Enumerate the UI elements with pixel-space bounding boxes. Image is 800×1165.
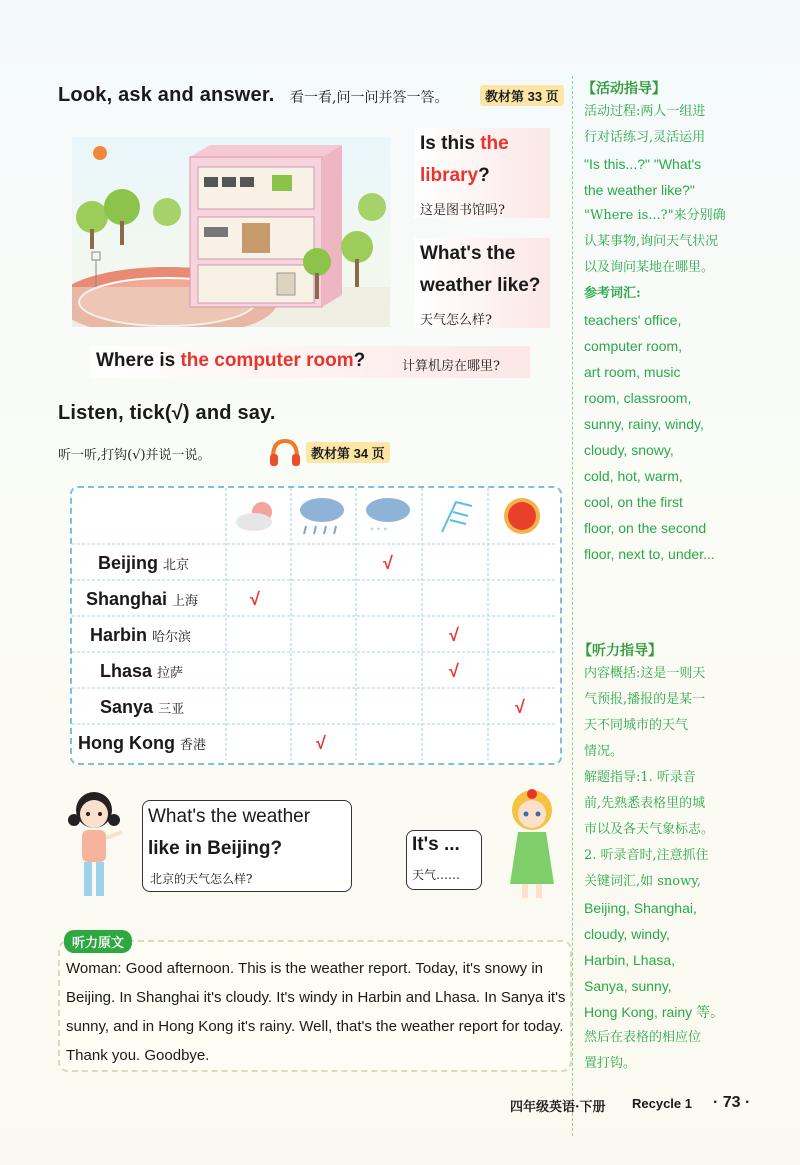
- school-building-drawing: [72, 137, 390, 327]
- tick-mark[interactable]: √: [449, 661, 459, 681]
- sidebar-line: Hong Kong, rainy 等。: [584, 1004, 725, 1020]
- sidebar-line: 行对话练习,灵活运用: [584, 130, 706, 145]
- sunny-icon: [502, 496, 542, 541]
- tick-mark[interactable]: √: [316, 733, 326, 753]
- table-row-city: [100, 697, 184, 718]
- table-row-city: [90, 625, 191, 646]
- dialog-question-cn: 北京的天气怎么样?: [150, 872, 253, 886]
- sidebar-line: Sanya, sunny,: [584, 978, 672, 994]
- sidebar-vocab-line: cloudy, snowy,: [584, 442, 674, 458]
- snowy-icon: [362, 494, 414, 543]
- listening-transcript: Woman: Good afternoon. This is the weather report. Today, it's snowy in Beijing. In Shanghai it's cloudy. It's windy in Harbin and Lhasa. In Sanya it's sunny, and in Hong Kong it's rainy. Well, that's the weather report for today. Thank you. Goodbye.: [66, 960, 566, 1064]
- question-computer-room: [96, 350, 365, 372]
- footer-unit: Recycle 1: [632, 1096, 692, 1111]
- tick-mark[interactable]: √: [383, 553, 393, 573]
- city-name: Hong Kong: [78, 733, 175, 753]
- listening-badge: 听力原文: [64, 930, 132, 953]
- q1-prefix: Is this: [420, 133, 481, 154]
- table-row-city: [86, 589, 198, 610]
- city-name-cn: 三亚: [158, 702, 185, 717]
- q1-qmark: ?: [478, 165, 490, 186]
- sidebar-line: 市以及各天气象标志。: [584, 822, 715, 837]
- dialog-question: [148, 801, 310, 865]
- sidebar-vocab-heading: 参考词汇:: [584, 286, 641, 301]
- blonde-girl-illustration: [496, 784, 566, 909]
- section2-page-ref: 教材第 34 页: [306, 442, 390, 463]
- question-library-cn: 这是图书馆吗?: [420, 203, 505, 218]
- table-row-city: [100, 661, 183, 682]
- windy-icon: [436, 496, 480, 541]
- section2-title-cn: 听一听,打钩(√)并说一说。: [58, 448, 211, 463]
- city-name-cn: 拉萨: [157, 666, 184, 681]
- city-name: Harbin: [90, 625, 148, 645]
- sidebar-line: 解题指导:1. 听录音: [584, 770, 696, 785]
- sidebar-activity-text: [584, 99, 799, 567]
- sidebar-vocab-line: cold, hot, warm,: [584, 468, 683, 484]
- sidebar-listening-text: [584, 661, 799, 1077]
- sidebar-vocab-line: sunny, rainy, windy,: [584, 416, 704, 432]
- sidebar-vocab-line: room, classroom,: [584, 390, 692, 406]
- sidebar-line: 情况。: [584, 744, 624, 759]
- cloudy-sun-icon: [232, 496, 280, 541]
- city-name: Sanya: [100, 697, 154, 717]
- sidebar-line: 气预报,播报的是某一: [584, 692, 706, 707]
- sidebar-line: Harbin, Lhasa,: [584, 952, 676, 968]
- sidebar-line: 以及询问某地在哪里。: [584, 260, 715, 275]
- sidebar-line: 天不同城市的天气: [584, 718, 689, 733]
- city-name: Shanghai: [86, 589, 168, 609]
- sidebar: [572, 75, 800, 1140]
- sidebar-line: 活动过程:两人一组进: [584, 104, 706, 119]
- dialog-answer: It's ...: [412, 834, 460, 855]
- sidebar-line: "Is this...?" "What's: [584, 156, 702, 172]
- sidebar-vocab-line: cool, on the first: [584, 494, 683, 510]
- sidebar-line: the weather like?": [584, 182, 695, 198]
- dialog-question-line1: What's the weather: [148, 806, 311, 827]
- footer-book-title: 四年级英语·下册: [510, 1100, 606, 1115]
- sidebar-vocab-line: computer room,: [584, 338, 683, 354]
- section1-title-cn: 看一看,问一问并答一答。: [290, 90, 449, 106]
- sidebar-line: 内容概括:这是一则天: [584, 666, 706, 681]
- sidebar-line: "Where is...?"来分别确: [584, 208, 726, 223]
- sidebar-vocab-line: floor, on the second: [584, 520, 707, 536]
- sidebar-line: 关键词汇,如 snowy,: [584, 874, 702, 889]
- tick-mark[interactable]: √: [250, 589, 260, 609]
- table-row-city: [78, 733, 206, 754]
- sidebar-vocab-line: teachers' office,: [584, 312, 682, 328]
- q3-prefix: Where is: [96, 350, 181, 371]
- sidebar-listening-heading: 【听力指导】: [578, 642, 662, 658]
- page-number: · 73 ·: [713, 1094, 751, 1111]
- section2-title: Listen, tick(√) and say.: [58, 402, 276, 424]
- rainy-icon: [296, 494, 348, 543]
- section1-title: Look, ask and answer.: [58, 84, 275, 106]
- svg-text:* * *: * * *: [370, 526, 388, 537]
- footer-book: [510, 1096, 606, 1115]
- q3-highlight: the computer room: [180, 350, 354, 371]
- sidebar-vocab-line: art room, music: [584, 364, 681, 380]
- section1-page-ref: 教材第 33 页: [480, 85, 564, 106]
- tick-mark[interactable]: √: [515, 697, 525, 717]
- question-library: [420, 128, 550, 192]
- headphones-icon: [268, 437, 302, 472]
- sidebar-line: 然后在表格的相应位: [584, 1030, 702, 1045]
- q1-highlight: the library: [420, 133, 509, 186]
- dialog-answer-cn: 天气……: [412, 868, 461, 882]
- question-weather: What's the weather like?: [420, 243, 541, 296]
- city-name-cn: 哈尔滨: [152, 630, 192, 645]
- sidebar-vocab-line: floor, next to, under...: [584, 546, 715, 562]
- city-name: Lhasa: [100, 661, 153, 681]
- question-weather-cn: 天气怎么样?: [420, 313, 492, 328]
- girl-character-illustration: [62, 786, 132, 911]
- question-computer-room-cn: 计算机房在哪里?: [402, 359, 500, 374]
- tick-mark[interactable]: √: [449, 625, 459, 645]
- sidebar-line: 前,先熟悉表格里的城: [584, 796, 706, 811]
- sidebar-line: 2. 听录音时,注意抓住: [584, 848, 709, 863]
- city-name-cn: 香港: [180, 738, 207, 753]
- city-name: Beijing: [98, 553, 159, 573]
- school-building-illustration: [72, 137, 390, 327]
- sidebar-line: 置打钩。: [584, 1056, 637, 1071]
- q3-qmark: ?: [353, 350, 366, 371]
- table-row-city: [98, 553, 189, 574]
- dialog-question-line2: like in Beijing?: [148, 838, 283, 859]
- city-name-cn: 北京: [163, 558, 190, 573]
- city-name-cn: 上海: [172, 594, 199, 609]
- sidebar-line: 认某事物,询问天气状况: [584, 234, 719, 249]
- sidebar-line: Beijing, Shanghai,: [584, 900, 697, 916]
- sidebar-line: cloudy, windy,: [584, 926, 670, 942]
- sidebar-activity-heading: 【活动指导】: [582, 80, 666, 96]
